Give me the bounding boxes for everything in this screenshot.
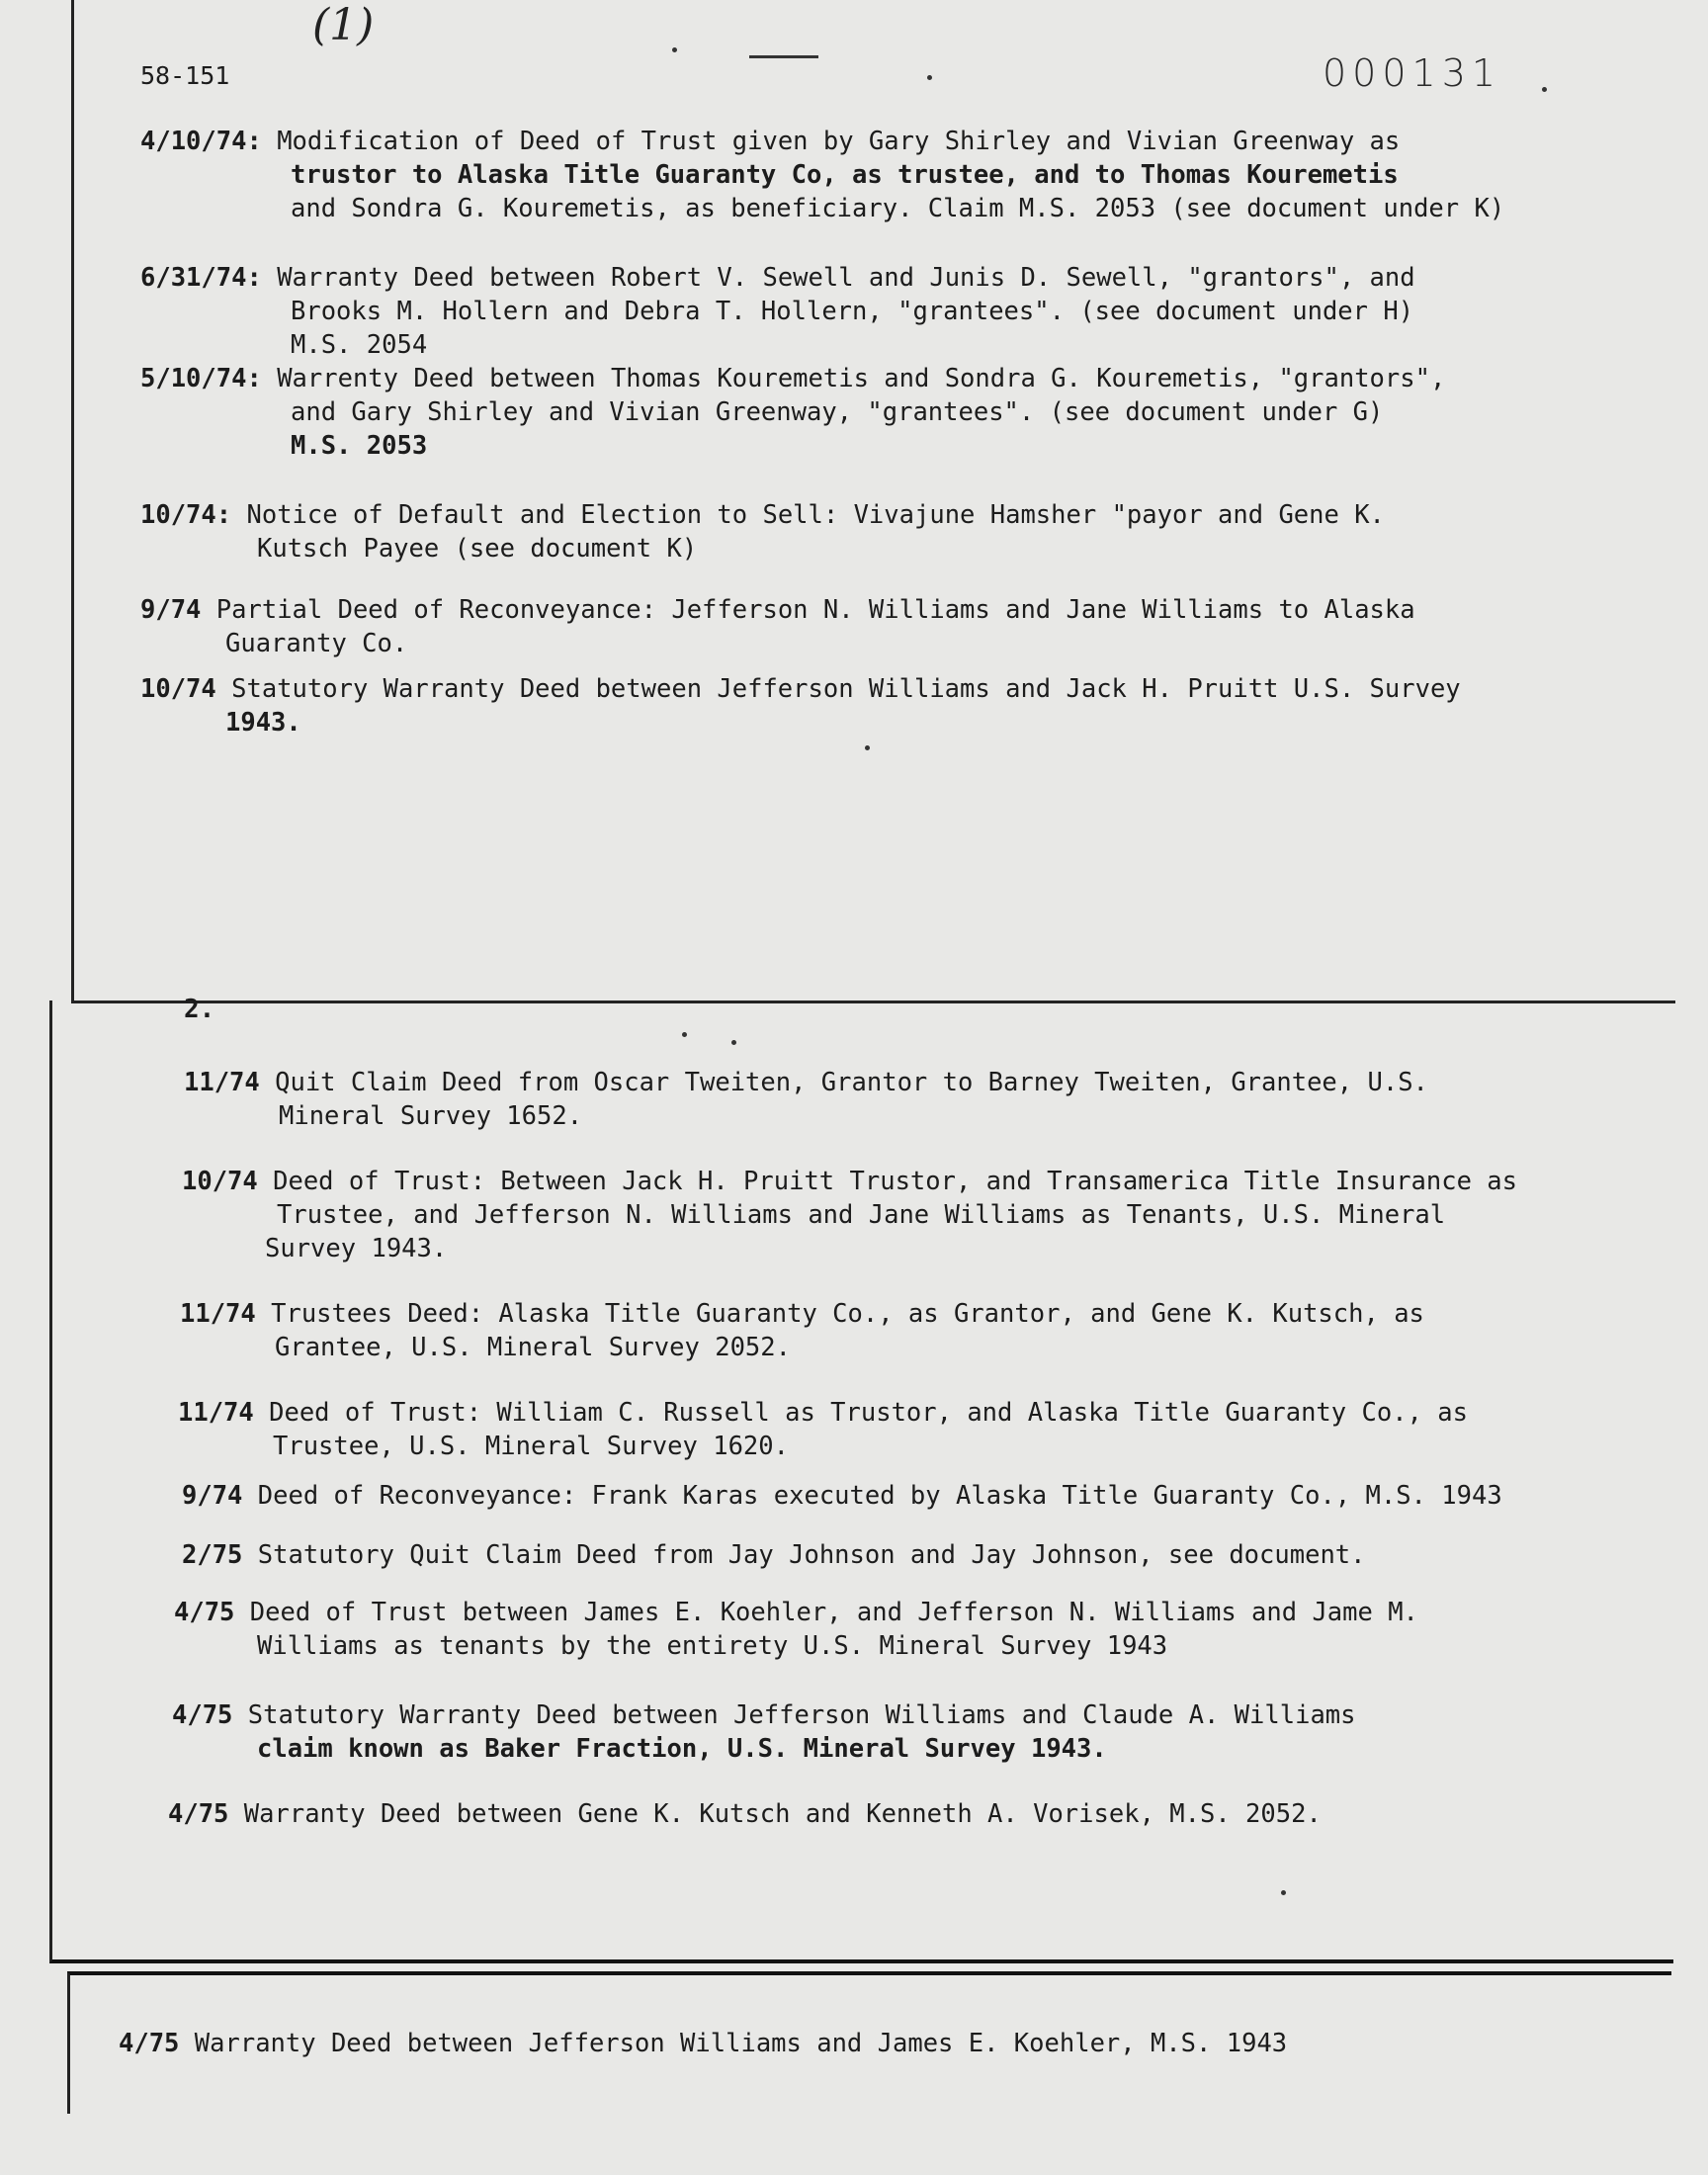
entry-date: 10/74: [140,500,232,530]
entry-text: and Gary Shirley and Vivian Greenway, "grantees". (see document under G) [291,397,1384,427]
entry-text: Trustee, U.S. Mineral Survey 1620. [273,1432,789,1461]
reference-number: 58-151 [140,61,230,90]
entry-date: 11/74 [178,1398,254,1428]
entry-text: Notice of Default and Election to Sell: Vivajune Hamsher "payor and Gene K. [246,500,1385,530]
entry-date: 10/74 [140,674,216,704]
entry-9-74-partial [140,593,1415,660]
entry-text: 1943. [225,708,301,738]
entry-4-75-koehler-trust [174,1596,1418,1663]
entry-text: Trustees Deed: Alaska Title Guaranty Co., as Grantor, and Gene K. Kutsch, as [271,1299,1424,1329]
entry-11-74-trustees-deed [180,1297,1424,1364]
entry-date: 9/74 [182,1481,243,1511]
entry-text: Kutsch Payee (see document K) [257,534,698,564]
document-number: 000131 [1323,51,1502,95]
entry-text: Warrenty Deed between Thomas Kouremetis and Sondra G. Kouremetis, "grantors", [277,364,1446,393]
entry-date: 4/10/74: [140,127,262,156]
entry-date: 4/75 [174,1598,235,1627]
entry-text: Statutory Warranty Deed between Jefferson Williams and Claude A. Williams [247,1700,1356,1730]
entry-text: Quit Claim Deed from Oscar Tweiten, Grantor to Barney Tweiten, Grantee, U.S. [275,1068,1428,1097]
entry-4-75-koehler-warranty [119,2027,1287,2060]
entry-text: Deed of Trust: Between Jack H. Pruitt Trustor, and Transamerica Title Insurance as [273,1167,1518,1196]
entry-text: Guaranty Co. [225,629,408,658]
entry-4-75-baker-fraction [172,1698,1356,1766]
entry-text: Warranty Deed between Robert V. Sewell and Junis D. Sewell, "grantors", and [277,263,1415,293]
entry-text: Brooks M. Hollern and Debra T. Hollern, "grantees". (see document under H) [291,297,1414,326]
entry-date: 4/75 [172,1700,233,1730]
entry-10-74-deed-of-trust [182,1165,1517,1265]
entry-6-31-74 [140,261,1415,362]
entry-5-10-74 [140,362,1445,463]
entry-text: trustor to Alaska Title Guaranty Co, as trustee, and to Thomas Kouremetis [291,160,1399,190]
entry-9-74-reconveyance [182,1479,1502,1513]
entry-10-74-notice [140,498,1385,566]
entry-11-74-russell [178,1396,1468,1463]
entry-2-75-quitclaim [182,1538,1366,1572]
entry-text: Grantee, U.S. Mineral Survey 2052. [275,1333,791,1362]
entry-text: Mineral Survey 1652. [279,1101,583,1131]
circle-mark: (1) [312,0,375,50]
entry-date: 10/74 [182,1167,258,1196]
entry-date: 2/75 [182,1540,243,1570]
entry-text: Modification of Deed of Trust given by Gary Shirley and Vivian Greenway as [277,127,1401,156]
entry-text: and Sondra G. Kouremetis, as beneficiary. Claim M.S. 2053 (see document under K) [291,194,1505,223]
entry-4-10-74 [140,125,1504,225]
entry-text: Deed of Trust: William C. Russell as Trustor, and Alaska Title Guaranty Co., as [269,1398,1468,1428]
entry-text: Williams as tenants by the entirety U.S. Mineral Survey 1943 [257,1631,1168,1661]
entry-text: Trustee, and Jefferson N. Williams and Jane Williams as Tenants, U.S. Mineral [277,1200,1446,1230]
entry-date: 6/31/74: [140,263,262,293]
entry-date: 11/74 [180,1299,256,1329]
entry-10-74-statutory [140,672,1461,740]
entry-date: 4/75 [119,2029,180,2058]
entry-date: 9/74 [140,595,202,625]
entry-text: Statutory Quit Claim Deed from Jay Johnson and Jay Johnson, see document. [257,1540,1366,1570]
entry-text: M.S. 2054 [291,330,428,360]
entry-text: Warranty Deed between Jefferson Williams and James E. Koehler, M.S. 1943 [194,2029,1288,2058]
entry-text: Warranty Deed between Gene K. Kutsch and Kenneth A. Vorisek, M.S. 2052. [243,1799,1322,1829]
entry-text: Deed of Trust between James E. Koehler, and Jefferson N. Williams and Jame M. [249,1598,1418,1627]
page-number: 2. [184,995,215,1024]
entry-text: Statutory Warranty Deed between Jefferson Williams and Jack H. Pruitt U.S. Survey [231,674,1461,704]
entry-text: Deed of Reconveyance: Frank Karas executed by Alaska Title Guaranty Co., M.S. 1943 [257,1481,1502,1511]
entry-text: Partial Deed of Reconveyance: Jefferson N. Williams and Jane Williams to Alaska [215,595,1415,625]
entry-date: 4/75 [168,1799,229,1829]
entry-text: claim known as Baker Fraction, U.S. Mineral Survey 1943. [257,1734,1107,1764]
entry-text: M.S. 2053 [291,431,428,461]
entry-date: 5/10/74: [140,364,262,393]
entry-11-74-quitclaim [184,1066,1428,1133]
entry-text: Survey 1943. [265,1234,448,1263]
entry-date: 11/74 [184,1068,260,1097]
entry-4-75-vorisek [168,1797,1322,1831]
